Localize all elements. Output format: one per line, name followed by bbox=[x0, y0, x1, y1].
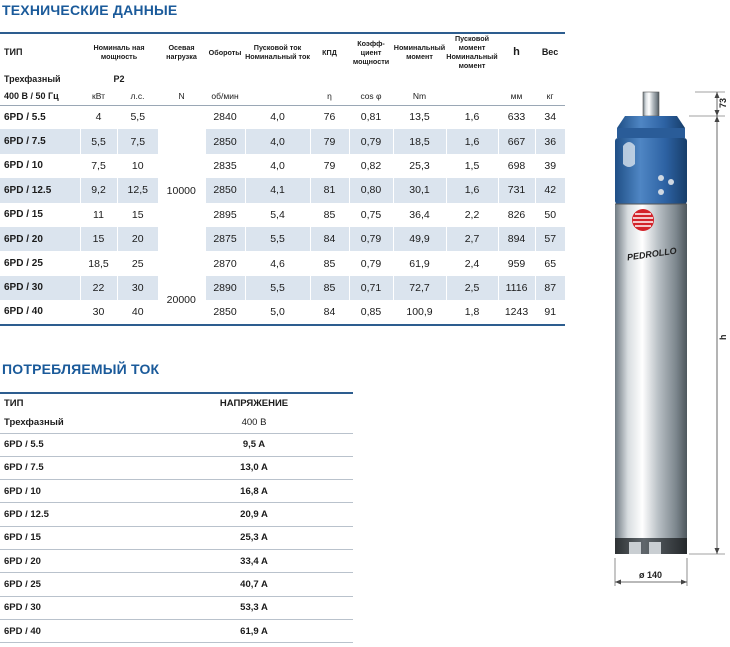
cell-h: 826 bbox=[498, 203, 535, 227]
cell-cos: 0,80 bbox=[349, 178, 393, 202]
cell-start: 4,0 bbox=[245, 129, 310, 153]
current-row bbox=[0, 480, 353, 503]
cell-kg: 39 bbox=[535, 154, 565, 178]
cell-h: 731 bbox=[498, 178, 535, 202]
cell-nm: 13,5 bbox=[393, 105, 446, 129]
current-table bbox=[0, 392, 353, 643]
cell-kw: 5,5 bbox=[80, 129, 117, 153]
cell-start: 5,5 bbox=[245, 276, 310, 300]
dim-top-label: 73 bbox=[718, 97, 728, 108]
cell-kg: 87 bbox=[535, 276, 565, 300]
cell-start: 4,0 bbox=[245, 105, 310, 129]
cell-cos: 0,79 bbox=[349, 251, 393, 275]
cell-smm: 1,8 bbox=[446, 300, 498, 324]
cell-hp: 25 bbox=[117, 251, 158, 275]
cell-cos: 0,79 bbox=[349, 129, 393, 153]
cell-eta: 79 bbox=[310, 154, 349, 178]
cell-rpm: 2835 bbox=[205, 154, 245, 178]
current-row-amp: 25,3 A bbox=[155, 526, 353, 549]
unit-kg: кг bbox=[535, 88, 565, 105]
cell-smm: 1,6 bbox=[446, 178, 498, 202]
tech-row bbox=[0, 129, 565, 153]
current-row bbox=[0, 456, 353, 479]
tech-row bbox=[0, 203, 565, 227]
cell-kg: 50 bbox=[535, 203, 565, 227]
cell-nm: 36,4 bbox=[393, 203, 446, 227]
row-type: 6PD / 20 bbox=[0, 227, 80, 251]
header-p2: P2 bbox=[113, 74, 125, 84]
cell-cos: 0,71 bbox=[349, 276, 393, 300]
cell-hp: 15 bbox=[117, 203, 158, 227]
cell-smm: 2,5 bbox=[446, 276, 498, 300]
cell-kg: 36 bbox=[535, 129, 565, 153]
current-row bbox=[0, 433, 353, 456]
current-row bbox=[0, 503, 353, 526]
current-row-type: 6PD / 20 bbox=[0, 549, 155, 572]
row-type: 6PD / 7.5 bbox=[0, 129, 80, 153]
current-row-type: 6PD / 12.5 bbox=[0, 503, 155, 526]
header-kpd: КПД bbox=[322, 47, 337, 57]
current-row-amp: 16,8 A bbox=[155, 480, 353, 503]
cell-rpm: 2895 bbox=[205, 203, 245, 227]
head-top bbox=[617, 116, 685, 128]
header-phase: Трехфазный bbox=[4, 74, 61, 84]
bolt-icon bbox=[668, 179, 674, 185]
cell-kw: 18,5 bbox=[80, 251, 117, 275]
brand-text: PEDROLLO bbox=[626, 245, 678, 263]
cell-kw: 7,5 bbox=[80, 154, 117, 178]
cell-hp: 40 bbox=[117, 300, 158, 324]
cell-smm: 1,5 bbox=[446, 154, 498, 178]
cell-cos: 0,79 bbox=[349, 227, 393, 251]
row-type: 6PD / 10 bbox=[4, 160, 43, 172]
cell-eta: 85 bbox=[310, 251, 349, 275]
pump-motor-drawing bbox=[585, 88, 730, 598]
current-row bbox=[0, 619, 353, 642]
cell-hp: 20 bbox=[117, 227, 158, 251]
current-header-type: ТИП bbox=[4, 398, 24, 409]
cell-h: 959 bbox=[498, 251, 535, 275]
cell-h: 1243 bbox=[498, 300, 535, 324]
header-rpm: Обороты bbox=[208, 47, 242, 57]
header-nominal-moment: Номинальный момент bbox=[393, 43, 446, 61]
header-weight: Вес bbox=[541, 47, 559, 57]
current-row-amp: 40,7 A bbox=[155, 573, 353, 596]
header-power: Номиналь ная мощность bbox=[93, 43, 145, 61]
tech-data-table bbox=[0, 32, 565, 326]
cell-kw: 22 bbox=[80, 276, 117, 300]
unit-kw: кВт bbox=[80, 88, 117, 105]
tech-data-title: ТЕХНИЧЕСКИЕ ДАННЫЕ bbox=[2, 2, 178, 18]
cell-nm: 18,5 bbox=[393, 129, 446, 153]
cell-start: 5,5 bbox=[245, 227, 310, 251]
cell-cos: 0,81 bbox=[349, 105, 393, 129]
dim-diameter-label: ø 140 bbox=[639, 570, 663, 580]
axial-load-10000: 10000 bbox=[158, 105, 205, 276]
cell-kw: 4 bbox=[80, 105, 117, 129]
shaft bbox=[643, 92, 659, 116]
header-h: h bbox=[513, 46, 520, 58]
cell-kg: 42 bbox=[535, 178, 565, 202]
unit-nm: Nm bbox=[393, 88, 446, 105]
current-row-type: 6PD / 7.5 bbox=[0, 456, 155, 479]
cell-nm: 72,7 bbox=[393, 276, 446, 300]
cell-smm: 1,6 bbox=[446, 129, 498, 153]
tech-row bbox=[0, 178, 565, 202]
cell-nm: 25,3 bbox=[393, 154, 446, 178]
row-type: 6PD / 5.5 bbox=[4, 111, 46, 123]
cell-eta: 84 bbox=[310, 300, 349, 324]
cell-rpm: 2875 bbox=[205, 227, 245, 251]
current-title: ПОТРЕБЛЯЕМЫЙ ТОК bbox=[2, 361, 160, 377]
current-header-400: 400 В bbox=[155, 413, 353, 433]
header-voltage: 400 В / 50 Гц bbox=[0, 88, 80, 105]
unit-rpm: об/мин bbox=[205, 88, 245, 105]
cell-rpm: 2850 bbox=[205, 129, 245, 153]
cell-cos: 0,75 bbox=[349, 203, 393, 227]
cell-start: 4,6 bbox=[245, 251, 310, 275]
current-row-type: 6PD / 30 bbox=[0, 596, 155, 619]
current-row-amp: 33,4 A bbox=[155, 549, 353, 572]
cell-start: 4,0 bbox=[245, 154, 310, 178]
current-row-amp: 53,3 A bbox=[155, 596, 353, 619]
row-type: 6PD / 12.5 bbox=[0, 178, 80, 202]
cell-rpm: 2850 bbox=[205, 300, 245, 324]
current-row-type: 6PD / 40 bbox=[0, 619, 155, 642]
row-type: 6PD / 15 bbox=[4, 209, 43, 221]
cell-rpm: 2870 bbox=[205, 251, 245, 275]
tech-row bbox=[0, 227, 565, 251]
cell-kg: 34 bbox=[535, 105, 565, 129]
cell-kg: 91 bbox=[535, 300, 565, 324]
header-load: Осевая нагрузка bbox=[166, 43, 197, 61]
current-row bbox=[0, 596, 353, 619]
head-ring bbox=[617, 128, 685, 138]
cell-cos: 0,85 bbox=[349, 300, 393, 324]
cell-hp: 7,5 bbox=[117, 129, 158, 153]
unit-n: N bbox=[158, 88, 205, 105]
cell-eta: 79 bbox=[310, 129, 349, 153]
cell-start: 5,4 bbox=[245, 203, 310, 227]
current-row-type: 6PD / 15 bbox=[0, 526, 155, 549]
cell-smm: 2,2 bbox=[446, 203, 498, 227]
bolt-icon bbox=[658, 189, 664, 195]
bolt-icon bbox=[658, 175, 664, 181]
cell-eta: 76 bbox=[310, 105, 349, 129]
cell-start: 5,0 bbox=[245, 300, 310, 324]
current-header-phase: Трехфазный bbox=[0, 413, 155, 433]
row-type: 6PD / 25 bbox=[4, 258, 43, 270]
cell-kg: 65 bbox=[535, 251, 565, 275]
cell-kw: 9,2 bbox=[80, 178, 117, 202]
cell-h: 894 bbox=[498, 227, 535, 251]
cell-kg: 57 bbox=[535, 227, 565, 251]
current-row-type: 6PD / 5.5 bbox=[0, 433, 155, 456]
row-type: 6PD / 40 bbox=[4, 306, 43, 318]
unit-mm: мм bbox=[498, 88, 535, 105]
current-header-voltage: НАПРЯЖЕНИЕ bbox=[219, 398, 289, 409]
cell-smm: 2,7 bbox=[446, 227, 498, 251]
cell-eta: 85 bbox=[310, 203, 349, 227]
cell-hp: 30 bbox=[117, 276, 158, 300]
current-row-type: 6PD / 25 bbox=[0, 573, 155, 596]
header-type: ТИП bbox=[4, 47, 23, 57]
cell-hp: 5,5 bbox=[117, 105, 158, 129]
cell-hp: 12,5 bbox=[117, 178, 158, 202]
unit-eta: η bbox=[310, 88, 349, 105]
current-row-amp: 20,9 A bbox=[155, 503, 353, 526]
row-type: 6PD / 30 bbox=[0, 276, 80, 300]
cell-nm: 49,9 bbox=[393, 227, 446, 251]
cell-smm: 2,4 bbox=[446, 251, 498, 275]
cell-nm: 61,9 bbox=[393, 251, 446, 275]
current-row-amp: 13,0 A bbox=[155, 456, 353, 479]
unit-cos: cos φ bbox=[349, 88, 393, 105]
cell-nm: 30,1 bbox=[393, 178, 446, 202]
current-row-type: 6PD / 10 bbox=[0, 480, 155, 503]
cell-cos: 0,82 bbox=[349, 154, 393, 178]
header-start-moment: Пусковой момент Номинальный момент bbox=[446, 34, 498, 70]
current-row-amp: 61,9 A bbox=[155, 619, 353, 642]
cell-kw: 15 bbox=[80, 227, 117, 251]
cell-eta: 81 bbox=[310, 178, 349, 202]
cell-hp: 10 bbox=[117, 154, 158, 178]
cell-h: 633 bbox=[498, 105, 535, 129]
tech-row bbox=[0, 251, 565, 275]
current-row bbox=[0, 526, 353, 549]
cell-kw: 30 bbox=[80, 300, 117, 324]
header-power-factor: Коэфф- циент мощности bbox=[352, 38, 390, 66]
pedrollo-logo-icon bbox=[632, 209, 654, 231]
header-start-current: Пусковой ток Номинальный ток bbox=[245, 43, 310, 61]
axial-load-20000: 20000 bbox=[158, 276, 205, 325]
cell-h: 1116 bbox=[498, 276, 535, 300]
head-cutout bbox=[623, 142, 635, 167]
tech-row bbox=[0, 154, 565, 178]
cell-smm: 1,6 bbox=[446, 105, 498, 129]
cell-eta: 84 bbox=[310, 227, 349, 251]
dim-h-label: h bbox=[718, 334, 728, 340]
current-row-amp: 9,5 A bbox=[155, 433, 353, 456]
cell-h: 667 bbox=[498, 129, 535, 153]
current-row bbox=[0, 573, 353, 596]
cell-start: 4,1 bbox=[245, 178, 310, 202]
cell-rpm: 2840 bbox=[205, 105, 245, 129]
tech-row bbox=[0, 276, 565, 300]
cell-rpm: 2890 bbox=[205, 276, 245, 300]
cell-h: 698 bbox=[498, 154, 535, 178]
unit-hp: л.с. bbox=[117, 88, 158, 105]
cell-nm: 100,9 bbox=[393, 300, 446, 324]
tech-row bbox=[0, 105, 565, 129]
tech-row bbox=[0, 300, 565, 324]
cell-eta: 85 bbox=[310, 276, 349, 300]
cell-rpm: 2850 bbox=[205, 178, 245, 202]
current-row bbox=[0, 549, 353, 572]
cell-kw: 11 bbox=[80, 203, 117, 227]
